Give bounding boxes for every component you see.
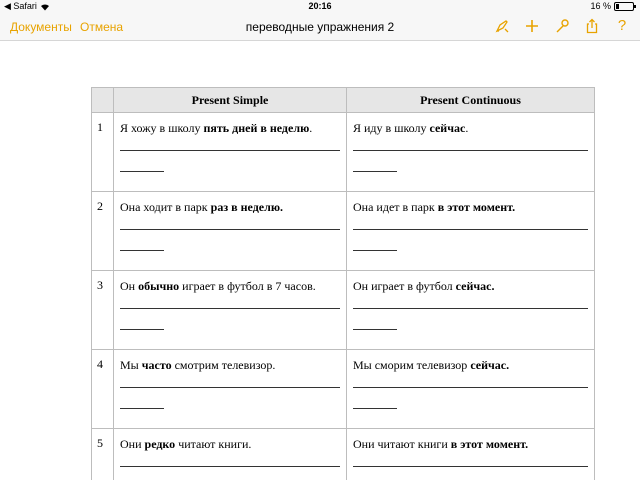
row-number: 4 bbox=[92, 350, 114, 429]
table-row bbox=[92, 429, 595, 480]
header-present-continuous: Present Continuous bbox=[347, 88, 595, 113]
simple-cell[interactable] bbox=[114, 113, 347, 192]
answer-line bbox=[353, 387, 588, 388]
simple-cell[interactable] bbox=[114, 271, 347, 350]
continuous-cell[interactable] bbox=[347, 113, 595, 192]
sentence-keyword: редко bbox=[144, 437, 176, 451]
continuous-sentence bbox=[353, 199, 588, 215]
sentence-text: . bbox=[465, 121, 469, 135]
table-row bbox=[92, 350, 595, 429]
sentence-text: Они bbox=[120, 437, 145, 451]
continuous-sentence bbox=[353, 436, 588, 452]
sentence-keyword: в этот момент. bbox=[437, 200, 516, 214]
sentence-text: Он играет в футбол bbox=[353, 279, 456, 293]
status-right bbox=[590, 1, 634, 11]
simple-sentence bbox=[120, 436, 340, 452]
sentence-text: Она ходит в парк bbox=[120, 200, 211, 214]
sentence-keyword: часто bbox=[141, 358, 172, 372]
sentence-keyword: пять дней в неделю bbox=[203, 121, 310, 135]
simple-sentence bbox=[120, 120, 340, 136]
battery-icon bbox=[614, 2, 634, 11]
answer-line bbox=[353, 408, 397, 409]
answer-line bbox=[120, 229, 340, 230]
sentence-text: . bbox=[309, 121, 313, 135]
document-title: переводные упражнения 2 bbox=[245, 20, 395, 34]
header-present-simple: Present Simple bbox=[114, 88, 347, 113]
answer-line bbox=[353, 250, 397, 251]
simple-sentence bbox=[120, 357, 340, 373]
battery-percent: 16 % bbox=[590, 1, 611, 11]
answer-line bbox=[120, 308, 340, 309]
simple-sentence bbox=[120, 199, 340, 215]
simple-sentence bbox=[120, 278, 340, 294]
battery-tip bbox=[634, 5, 636, 8]
answer-line bbox=[120, 250, 164, 251]
document-canvas[interactable] bbox=[0, 41, 640, 480]
sentence-keyword: сейчас. bbox=[470, 358, 510, 372]
sentence-text: Он bbox=[120, 279, 139, 293]
sentence-keyword: раз в неделю. bbox=[210, 200, 283, 214]
row-number: 3 bbox=[92, 271, 114, 350]
continuous-cell[interactable] bbox=[347, 429, 595, 480]
sentence-text: играет в футбол в 7 часов. bbox=[179, 279, 316, 293]
toolbar-icons bbox=[494, 18, 630, 34]
answer-line bbox=[120, 408, 164, 409]
sentence-keyword: сейчас. bbox=[455, 279, 495, 293]
answer-line bbox=[120, 150, 340, 151]
continuous-cell[interactable] bbox=[347, 192, 595, 271]
simple-cell[interactable] bbox=[114, 429, 347, 480]
row-number: 1 bbox=[92, 113, 114, 192]
status-time: 20:16 bbox=[308, 1, 332, 11]
exercise-table bbox=[91, 87, 595, 480]
answer-line bbox=[120, 171, 164, 172]
sentence-keyword: обычно bbox=[138, 279, 180, 293]
navigation-bar bbox=[0, 14, 640, 41]
sentence-text: читают книги. bbox=[175, 437, 252, 451]
documents-button[interactable]: Документы bbox=[10, 20, 72, 34]
answer-line bbox=[353, 229, 588, 230]
table-row bbox=[92, 192, 595, 271]
simple-cell[interactable] bbox=[114, 350, 347, 429]
continuous-cell[interactable] bbox=[347, 350, 595, 429]
header-number-cell bbox=[92, 88, 114, 113]
sentence-text: Она идет в парк bbox=[353, 200, 438, 214]
answer-line bbox=[120, 329, 164, 330]
row-number: 2 bbox=[92, 192, 114, 271]
table-header-row bbox=[92, 88, 595, 113]
answer-line bbox=[120, 387, 340, 388]
table-row bbox=[92, 271, 595, 350]
sentence-text: Они читают книги bbox=[353, 437, 451, 451]
sentence-text: Я иду в школу bbox=[353, 121, 430, 135]
brush-icon[interactable] bbox=[494, 18, 510, 34]
continuous-sentence bbox=[353, 120, 588, 136]
sentence-keyword: сейчас bbox=[429, 121, 466, 135]
continuous-sentence bbox=[353, 357, 588, 373]
back-to-app-link[interactable]: ◀ Safari bbox=[4, 1, 37, 11]
wrench-icon[interactable] bbox=[554, 18, 570, 34]
cancel-button[interactable]: Отмена bbox=[80, 20, 124, 34]
row-number: 5 bbox=[92, 429, 114, 480]
sentence-keyword: в этот момент. bbox=[450, 437, 529, 451]
answer-line bbox=[120, 466, 340, 467]
share-icon[interactable] bbox=[584, 18, 600, 34]
sentence-text: Я хожу в школу bbox=[120, 121, 204, 135]
status-bar bbox=[0, 0, 640, 14]
back-app-label: Safari bbox=[13, 1, 37, 11]
battery-fill bbox=[616, 4, 619, 9]
answer-line bbox=[353, 171, 397, 172]
answer-line bbox=[353, 150, 588, 151]
plus-icon[interactable] bbox=[524, 18, 540, 34]
continuous-sentence bbox=[353, 278, 588, 294]
answer-line bbox=[353, 308, 588, 309]
continuous-cell[interactable] bbox=[347, 271, 595, 350]
sentence-text: Мы сморим телевизор bbox=[353, 358, 471, 372]
simple-cell[interactable] bbox=[114, 192, 347, 271]
answer-line bbox=[353, 329, 397, 330]
sentence-text: смотрим телевизор. bbox=[171, 358, 276, 372]
sentence-text: Мы bbox=[120, 358, 142, 372]
table-row bbox=[92, 113, 595, 192]
answer-line bbox=[353, 466, 588, 467]
help-icon[interactable]: ? bbox=[617, 17, 627, 34]
